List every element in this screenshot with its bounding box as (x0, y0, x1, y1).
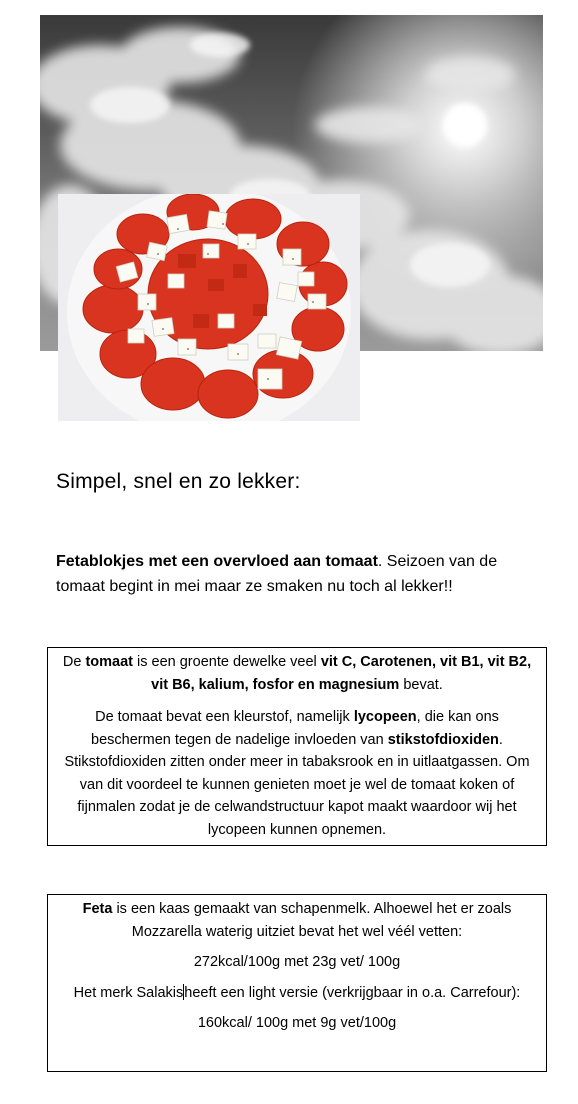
tomato-paragraph-1 (58, 651, 536, 696)
salad-graphic (58, 194, 360, 421)
text: Het merk Salakis (73, 984, 184, 1001)
bold-text: Feta (82, 901, 113, 917)
feta-paragraph-4: 160kcal/ 100g met 9g vet/100g (197, 1015, 397, 1031)
feta-paragraph-2: 272kcal/100g met 23g vet/ 100g (193, 954, 401, 970)
text: , die kan ons beschermen tegen de nadelige invloeden van (91, 709, 499, 748)
page-heading: Simpel, snel en zo lekker: (56, 470, 301, 493)
text: is een kaas gemaakt van schapenmelk. Alhoewel het er zoals Mozzarella waterig uitziet bevat het wel véél vetten: (112, 901, 512, 940)
feta-paragraph-3 (58, 982, 536, 1005)
bold-text: stikstofdioxiden (387, 731, 499, 748)
bold-text: lycopeen (353, 709, 417, 725)
tomato-info-box (47, 647, 547, 846)
feta-paragraph-1 (58, 898, 536, 943)
intro-paragraph (56, 549, 536, 599)
intro-text: . Seizoen van de tomaat begint in mei maar ze smaken nu toch al lekker!! (56, 553, 498, 595)
tomato-feta-salad-photo (58, 194, 360, 421)
text: is een groente dewelke veel (132, 654, 321, 670)
bold-text: vit C, Carotenen, vit B1, vit B2, vit B6, kalium, fosfor en magnesium (151, 654, 532, 693)
bold-text: tomaat (85, 654, 133, 670)
text: . Stikstofdioxiden zitten onder meer in tabaksrook en in uitlaatgassen. Om van dit voordeel te kunnen genieten moet je wel de tomaat koken of fijnmalen zodat je de celwandstructuur kapot maakt waardoor wij het lycopeen kunnen opnemen. (64, 731, 530, 838)
text: bevat. (399, 676, 443, 693)
tomato-paragraph-2 (58, 706, 536, 841)
text: De (62, 654, 86, 670)
intro-bold: Fetablokjes met een overvloed aan tomaat (56, 553, 378, 570)
feta-info-box (47, 894, 547, 1072)
text: heeft een light versie (verkrijgbaar in o.a. Carrefour): (184, 984, 521, 1001)
text: De tomaat bevat een kleurstof, namelijk (95, 709, 354, 725)
